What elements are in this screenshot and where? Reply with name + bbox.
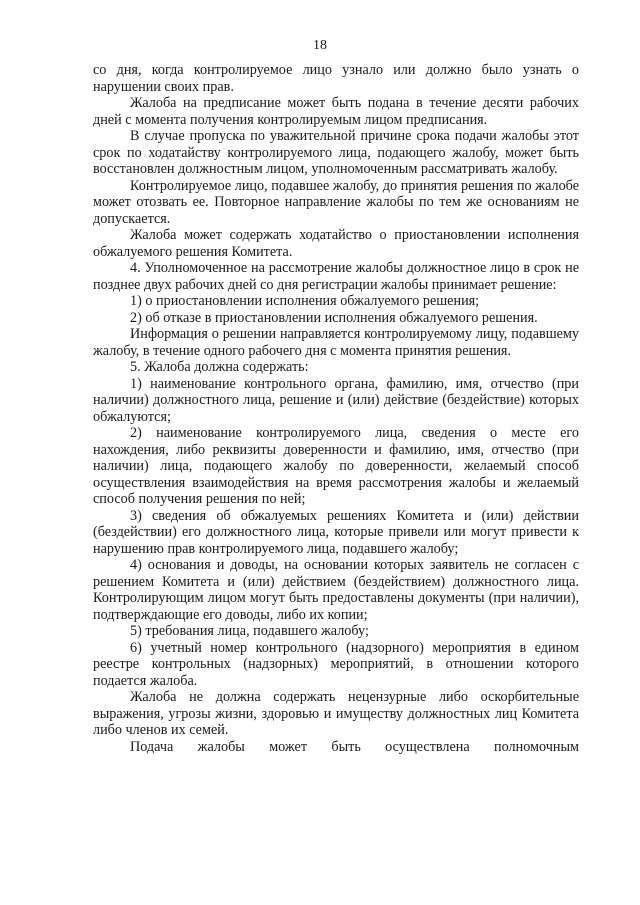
list-item: 1) о приостановлении исполнения обжалуемого решения; xyxy=(130,293,480,309)
list-item: 4) основания и доводы, на основании которых заявитель не согласен с решением Комитета и (или) действием (бездействием) должностного лица. Контролирующим лицом могут быть предоставлены документы (при наличии), подтверждающие его доводы, либо их копии; xyxy=(93,557,579,623)
list-item: 6) учетный номер контрольного (надзорного) мероприятия в едином реестре контрольных (надзорных) мероприятий, в отношении которого подается жалоба. xyxy=(93,639,579,689)
document-body xyxy=(93,62,579,755)
paragraph: Жалоба на предписание может быть подана в течение десяти рабочих дней с момента получения контролируемым лицом предписания. xyxy=(93,95,579,128)
page-number: 18 xyxy=(313,38,327,53)
paragraph: Жалоба может содержать ходатайство о приостановлении исполнения обжалуемого решения Комитета. xyxy=(93,227,579,260)
list-item: 1) наименование контрольного органа, фамилию, имя, отчество (при наличии) должностного лица, решение и (или) действие (бездействие) которых обжалуются; xyxy=(93,375,579,425)
list-item: 5) требования лица, подавшего жалобу; xyxy=(130,623,369,639)
list-item: 2) наименование контролируемого лица, сведения о месте его нахождения, либо реквизиты доверенности и фамилию, имя, отчество (при наличии) лица, подающего жалобу по доверенности, желаемый способ осуществления взаимодействия на время рассмотрения жалобы и желаемый способ получения решения по ней; xyxy=(93,425,579,507)
paragraph: Информация о решении направляется контролируемому лицу, подавшему жалобу, в течение одного рабочего дня с момента принятия решения. xyxy=(93,326,579,359)
paragraph: Подача жалобы может быть осуществлена полномочным xyxy=(130,738,579,755)
paragraph: 5. Жалоба должна содержать: xyxy=(130,359,309,375)
paragraph: В случае пропуска по уважительной причине срока подачи жалобы этот срок по ходатайству контролируемого лица, подающего жалобу, может быть восстановлен должностным лицом, уполномоченным рассматривать жалобу. xyxy=(93,128,579,177)
paragraph: со дня, когда контролируемое лицо узнало или должно было узнать о нарушении своих прав. xyxy=(93,62,579,95)
paragraph: 4. Уполномоченное на рассмотрение жалобы должностное лицо в срок не позднее двух рабочих дней со дня регистрации жалобы принимает решение: xyxy=(93,260,579,293)
list-item: 2) об отказе в приостановлении исполнения обжалуемого решения. xyxy=(130,309,538,326)
paragraph: Контролируемое лицо, подавшее жалобу, до принятия решения по жалобе может отозвать ее. Повторное направление жалобы по тем же основаниям не допускается. xyxy=(93,177,579,227)
paragraph: Жалоба не должна содержать нецензурные либо оскорбительные выражения, угрозы жизни, здоровью и имуществу должностных лиц Комитета либо членов их семей. xyxy=(93,689,579,738)
list-item: 3) сведения об обжалуемых решениях Комитета и (или) действии (бездействии) его должностного лица, которые привели или могут привести к нарушению прав контролируемого лица, подавшего жалобу; xyxy=(93,507,579,557)
